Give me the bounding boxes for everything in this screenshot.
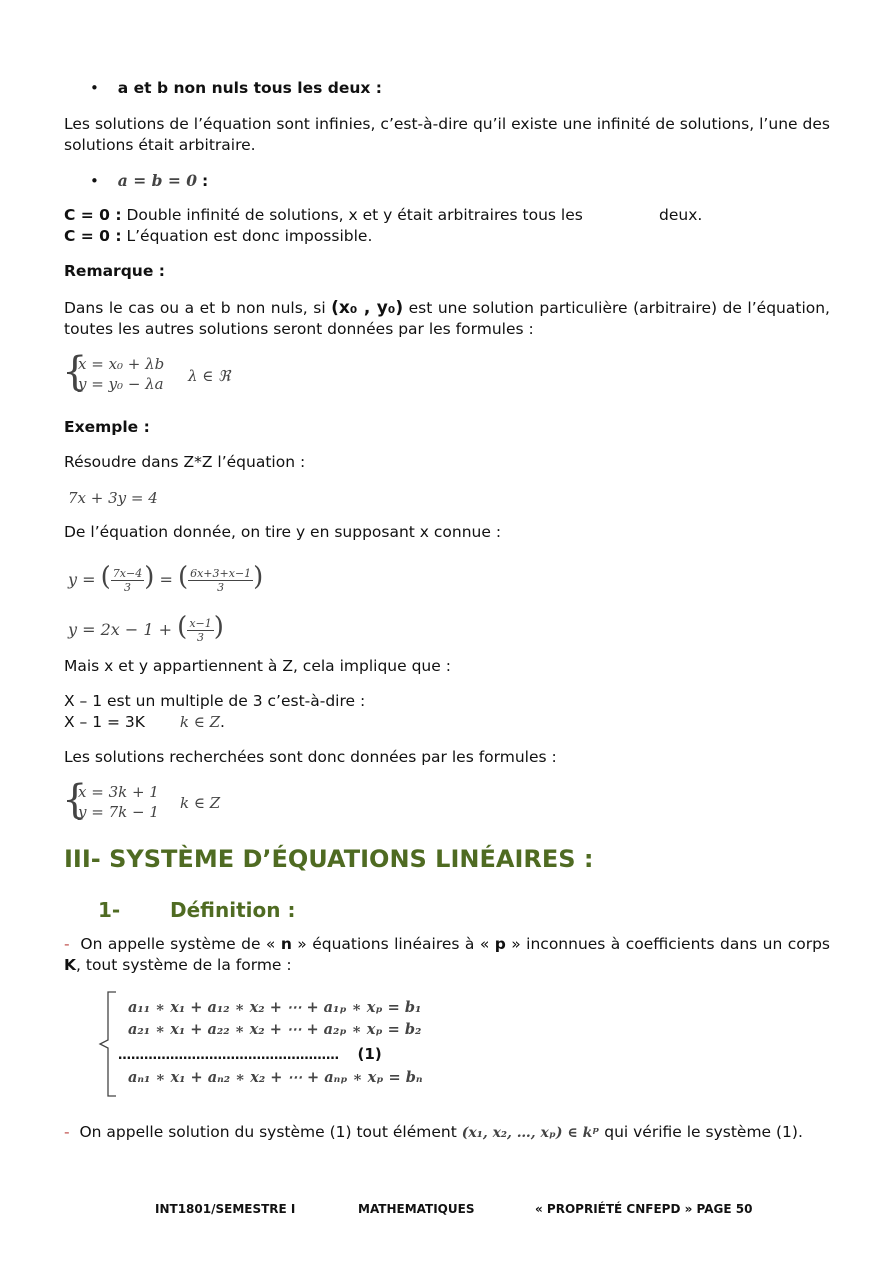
bullet-icon: • — [90, 79, 99, 97]
y-formula-2 — [68, 607, 224, 650]
left-paren-icon: ( — [100, 562, 111, 592]
example-multiple-2 — [64, 712, 225, 733]
bullet-math: a = b = 0 — [117, 171, 198, 190]
fraction-3 — [187, 617, 213, 644]
case-label: C = 0 : — [64, 227, 122, 245]
fraction-denominator: 3 — [217, 581, 225, 594]
y-lhs: y = 2x − 1 + — [68, 620, 173, 639]
multiple-condition: k ∈ Z — [179, 713, 221, 731]
solution-line-2: y = 7k − 1 — [78, 803, 159, 821]
y-eq: = — [159, 570, 173, 589]
system-row-1: a₁₁ ∗ x₁ + a₁₂ ∗ x₂ + ⋯ + a₁ₚ ∗ xₚ = b₁ — [128, 999, 422, 1016]
formula-condition: λ ∈ ℜ — [188, 367, 231, 385]
example-title: Exemple : — [64, 418, 150, 436]
case-tail: deux. — [659, 206, 703, 224]
multiple-eq: X – 1 = 3K — [64, 713, 145, 731]
dash-bullet-icon: - — [64, 935, 70, 953]
footer-center: MATHEMATIQUES — [358, 1202, 475, 1216]
definition-paragraph-2 — [64, 1122, 830, 1144]
example-equation: 7x + 3y = 4 — [68, 489, 158, 507]
bullet-item-zero — [90, 170, 208, 192]
example-intro: Résoudre dans Z*Z l’équation : — [64, 453, 306, 471]
solution-line-1: x = 3k + 1 — [78, 783, 159, 801]
formula-line-1: x = x₀ + λb — [78, 355, 165, 373]
linear-system — [96, 990, 456, 1098]
bullet-icon: • — [90, 172, 99, 190]
fraction-numerator: x−1 — [189, 617, 212, 630]
subsection-number: 1- — [98, 898, 121, 922]
bullet-item-nonzero — [90, 78, 382, 99]
paragraph-infinite-solutions: Les solutions de l’équation sont infinies, c’est-à-dire qu’il existe une infinité de solutions, l’une des solutions était arbitraire. — [64, 115, 830, 154]
def-k: K — [64, 956, 77, 974]
def2-text-2: qui vérifie le système (1). — [604, 1123, 803, 1141]
case-line-2 — [64, 226, 372, 247]
case-text: L’équation est donc impossible. — [126, 227, 373, 245]
fraction-denominator: 3 — [123, 581, 131, 594]
formula-line-2: y = y₀ − λa — [78, 375, 164, 393]
fraction-numerator: 6x+3+x−1 — [190, 567, 252, 580]
left-paren-icon: ( — [177, 612, 188, 642]
remark-title: Remarque : — [64, 262, 165, 280]
system-row-4: aₙ₁ ∗ x₁ + aₙ₂ ∗ x₂ + ⋯ + aₙₚ ∗ xₚ = bₙ — [128, 1069, 423, 1086]
example-multiple-1: X – 1 est un multiple de 3 c’est-à-dire : — [64, 692, 366, 710]
def-text-4: , tout système de la forme : — [76, 956, 292, 974]
fraction-2 — [188, 567, 253, 594]
bullet-colon: : — [201, 172, 209, 190]
system-row-dots — [118, 1044, 382, 1066]
footer-left: INT1801/SEMESTRE I — [155, 1202, 296, 1216]
left-brace-icon: { — [62, 349, 88, 395]
y-formula-1 — [68, 557, 263, 600]
right-paren-icon: ) — [253, 562, 264, 592]
definition-paragraph-1 — [64, 934, 830, 976]
def-text-3: » inconnues à coefficients dans un corps — [511, 935, 830, 953]
def2-text-1: On appelle solution du système (1) tout élément — [79, 1123, 457, 1141]
remark-paragraph — [64, 298, 830, 340]
solutions-formula — [62, 777, 282, 826]
def-text-2: » équations linéaires à « — [297, 935, 490, 953]
y-lhs: y = — [68, 570, 96, 589]
left-paren-icon: ( — [177, 562, 189, 592]
system-label: (1) — [357, 1045, 382, 1063]
system-dots: …………………………………………… — [118, 1048, 339, 1063]
fraction-denominator: 3 — [197, 631, 205, 644]
bullet-text: a et b non nuls tous les deux : — [117, 79, 382, 97]
example-solutions-intro: Les solutions recherchées sont donc données par les formules : — [64, 748, 557, 766]
left-brace-icon: { — [62, 777, 88, 823]
def-p: p — [494, 935, 506, 953]
subsection-title: Définition : — [170, 898, 296, 922]
multiple-dot: . — [220, 713, 225, 731]
example-deduce: De l’équation donnée, on tire y en supposant x connue : — [64, 523, 502, 541]
example-implies: Mais x et y appartiennent à Z, cela implique que : — [64, 657, 451, 675]
right-paren-icon: ) — [213, 612, 224, 642]
fraction-numerator: 7x−4 — [112, 567, 143, 580]
remark-pair: (x₀ , y₀) — [331, 298, 404, 318]
case-label: C = 0 : — [64, 206, 122, 224]
right-paren-icon: ) — [144, 562, 155, 592]
system-row-2: a₂₁ ∗ x₁ + a₂₂ ∗ x₂ + ⋯ + a₂ₚ ∗ xₚ = b₂ — [128, 1021, 422, 1038]
dash-bullet-icon: - — [64, 1123, 70, 1141]
case-line-1 — [64, 205, 830, 226]
def-n: n — [280, 935, 292, 953]
case-text: Double infinité de solutions, x et y était arbitraires tous les — [126, 206, 583, 224]
footer-right: « PROPRIÉTÉ CNFEPD » PAGE 50 — [535, 1202, 753, 1216]
system-brace-icon — [96, 990, 120, 1098]
fraction-1 — [111, 567, 144, 594]
remark-formula — [62, 349, 282, 398]
remark-text-before: Dans le cas ou a et b non nuls, si — [64, 299, 326, 317]
section-title: III- SYSTÈME D’ÉQUATIONS LINÉAIRES : — [64, 845, 594, 873]
subsection-heading — [98, 898, 296, 922]
def2-tuple: (x₁, x₂, …, xₚ) ∈ kᵖ — [461, 1125, 600, 1141]
solution-condition: k ∈ Z — [180, 794, 221, 812]
def-text-1: On appelle système de « — [80, 935, 276, 953]
remark-text-after: est une solution particulière (arbitraire) de l’équation, toutes les autres solutions seront données par les formules : — [64, 299, 830, 338]
